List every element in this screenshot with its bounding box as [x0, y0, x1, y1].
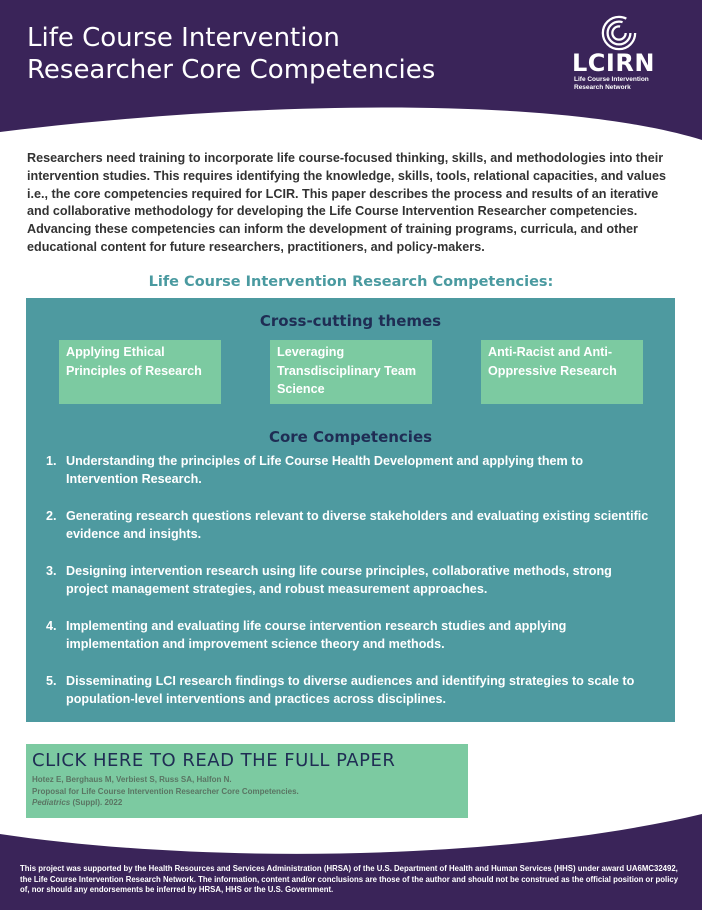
read-full-paper-link[interactable]: CLICK HERE TO READ THE FULL PAPER [32, 750, 396, 771]
citation-journal: Pediatrics [32, 798, 71, 807]
competency-text: Generating research questions relevant to diverse stakeholders and evaluating existing scientific evidence and insights. [66, 509, 649, 541]
theme-box-ethical: Applying Ethical Principles of Research [59, 340, 221, 404]
title-line-1: Life Course Intervention [27, 23, 340, 53]
concentric-swirl-icon [600, 14, 638, 52]
competencies-heading: Life Course Intervention Research Competencies: [148, 274, 554, 290]
competency-number: 3. [46, 564, 57, 578]
funding-disclaimer: This project was supported by the Health Resources and Services Administration (HRSA) of the U.S. Department of Health and Human Services (HHS) under award UA6MC32492, the Life Course Intervention Research Network. The information, content and/or conclusions are those of the author and should not be construed as the official position or policy of, nor should any endorsements be inferred by HRSA, HHS or the U.S. Government. [20, 864, 679, 894]
competency-text: Understanding the principles of Life Course Health Development and applying them to Intervention Research. [66, 454, 584, 486]
competency-number: 5. [46, 674, 57, 688]
competency-text: Implementing and evaluating life course intervention research studies and applying implementation and improvement science theory and methods. [66, 619, 567, 651]
logo-subtitle [574, 76, 684, 92]
read-paper-box[interactable] [26, 744, 468, 818]
citation-journal-suffix: (Suppl). 2022 [70, 798, 123, 807]
competency-number: 4. [46, 619, 57, 633]
competency-number: 2. [46, 509, 57, 523]
core-competencies-heading: Core Competencies [268, 428, 433, 446]
intro-paragraph: Researchers need training to incorporate life course-focused thinking, skills, and methodologies into their intervention studies. This requires identifying the knowledge, skills, tools, relational capacities, and values i.e., the core competencies required for LCIR. This paper describes the process and results of an iterative and collaborative methodology for developing the Life Course Intervention Researcher competencies. Advancing these competencies can inform the development of training programs, curricula, and other educational content for future researchers, practitioners, and policy-makers. [27, 151, 666, 254]
citation-authors: Hotez E, Berghaus M, Verbiest S, Russ SA, Halfon N. [32, 775, 232, 784]
page-title [27, 22, 497, 86]
footer-background [0, 814, 702, 910]
cross-cutting-themes-heading: Cross-cutting themes [259, 312, 442, 330]
theme-box-anti-racist: Anti-Racist and Anti-Oppressive Research [481, 340, 643, 404]
paper-citation [32, 774, 299, 809]
lcirn-logo [572, 14, 682, 98]
competency-number: 1. [46, 454, 57, 468]
theme-box-transdisciplinary: Leveraging Transdisciplinary Team Science [270, 340, 432, 404]
competency-text: Disseminating LCI research findings to diverse audiences and identifying strategies to scale to population-level interventions and practices across disciplines. [66, 674, 635, 706]
logo-wordmark: LCIRN [572, 49, 655, 77]
competency-text: Designing intervention research using life course principles, collaborative methods, strong project management strategies, and robust measurement approaches. [66, 564, 612, 596]
competencies-panel [26, 298, 675, 722]
title-line-2: Researcher Core Competencies [27, 55, 436, 85]
citation-title: Proposal for Life Course Intervention Researcher Core Competencies. [32, 786, 299, 796]
logo-subtitle-line-2: Research Network [574, 84, 631, 91]
logo-subtitle-line-1: Life Course Intervention [574, 76, 649, 83]
